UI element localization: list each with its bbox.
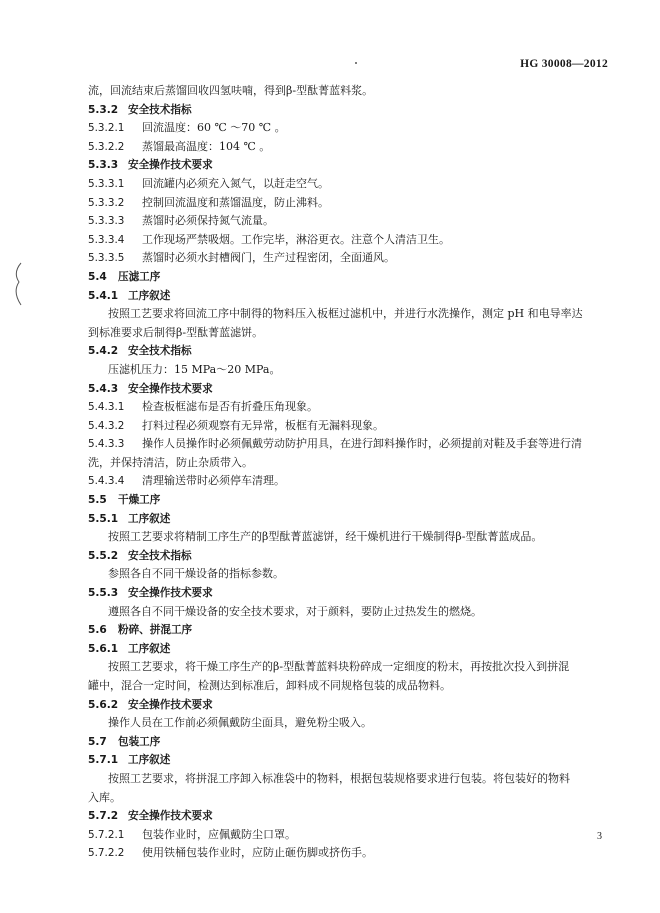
section-heading [88,101,608,120]
heading-text: 工序叙述 [128,754,171,767]
clause-text: 流，回流结束后蒸馏回收四氢呋喃，得到β-型酞菁蓝料浆。 [88,84,374,97]
clause-number: 5.3.3.5 [88,252,125,265]
heading-text: 压滤工序 [118,270,161,283]
clause-number: 5.3.3 [88,159,119,172]
heading-text: 安全操作技术要求 [128,698,213,711]
clause-number: 5.4 [88,270,107,283]
section-heading [88,156,608,175]
text-line [88,528,608,547]
section-heading [88,547,608,566]
clause-text: 蒸馏时必须水封槽阀门，生产过程密闭，全面通风。 [142,251,395,265]
text-line [88,826,608,845]
clause-number: 5.4.3.1 [88,401,125,414]
clause-number: 5.7.2.2 [88,847,125,860]
clause-text: 压滤机压力：15 MPa～20 MPa。 [108,362,281,376]
clause-text: 按照工艺要求，将干燥工序生产的β-型酞菁蓝料块粉碎成一定细度的粉末，再按批次投入到拼混 [108,660,570,674]
heading-text: 安全技术指标 [128,345,192,358]
text-line [88,770,608,789]
text-line [88,789,608,808]
clause-number: 5.4.3.4 [88,475,125,488]
clause-number: 5.6.2 [88,698,119,711]
heading-text: 工序叙述 [128,642,171,655]
text-line [88,714,608,733]
clause-text: 罐中，混合一定时间，检测达到标准后，卸料成不同规格包装的成品物料。 [88,679,451,692]
clause-number: 5.5 [88,494,107,507]
text-line [88,194,608,213]
clause-text: 检查板框滤布是否有折叠压角现象。 [142,400,318,414]
heading-text: 粉碎、拼混工序 [118,624,193,637]
clause-number: 5.3.3.4 [88,233,125,246]
text-line [88,658,608,677]
clause-text: 工作现场严禁吸烟。工作完毕，淋浴更衣。注意个人清洁卫生。 [142,232,450,246]
clause-number: 5.4.3 [88,382,119,395]
clause-number: 5.3.2.1 [88,122,125,135]
clause-text: 到标准要求后制得β-型酞菁蓝滤饼。 [88,325,264,339]
clause-number: 5.4.3.3 [88,438,125,451]
text-line [88,324,608,343]
clause-text: 蒸馏时必须保持氮气流量。 [142,214,274,228]
page-number: 3 [597,831,602,842]
clause-number: 5.4.1 [88,289,119,302]
clause-number: 5.4.2 [88,345,119,358]
text-line [88,417,608,436]
clause-text: 按照工艺要求将精制工序生产的β型酞菁蓝滤饼，经干燥机进行干燥制得β-型酞菁蓝成品。 [108,530,543,544]
text-line [88,231,608,250]
clause-text: 按照工艺要求将回流工序中制得的物料压入板框过滤机中，并进行水洗操作，测定 pH 和电导率达 [108,307,583,321]
text-line [88,175,608,194]
text-line [88,454,608,473]
clause-text: 清理输送带时必须停车清理。 [142,474,285,488]
clause-number: 5.4.3.2 [88,419,125,432]
clause-text: 参照各自不同干燥设备的指标参数。 [108,567,284,581]
heading-text: 安全操作技术要求 [128,587,213,600]
clause-text: 回流温度：60 ℃ ～70 ℃ 。 [142,121,286,135]
section-heading [88,807,608,826]
text-line [88,844,608,863]
heading-text: 包装工序 [118,735,161,748]
heading-text: 工序叙述 [128,512,171,525]
document-body [88,82,608,863]
section-heading [88,510,608,529]
clause-number: 5.7.1 [88,754,119,767]
text-line [88,305,608,324]
clause-number: 5.5.3 [88,587,119,600]
clause-number: 5.5.1 [88,512,119,525]
standard-code: HG 30008—2012 [520,58,608,70]
heading-text: 干燥工序 [118,494,161,507]
section-heading [88,621,608,640]
clause-number: 5.7.2 [88,810,119,823]
clause-number: 5.7.2.1 [88,828,125,841]
text-line [88,565,608,584]
section-heading [88,751,608,770]
text-line [88,212,608,231]
heading-text: 安全技术指标 [128,103,192,116]
text-line [88,603,608,622]
clause-text: 遵照各自不同干燥设备的安全技术要求，对于颜料，要防止过热发生的燃烧。 [108,604,482,618]
heading-text: 工序叙述 [128,289,171,302]
clause-number: 5.7 [88,735,107,748]
section-heading [88,584,608,603]
text-line [88,472,608,491]
clause-number: 5.3.3.2 [88,196,125,209]
section-heading [88,491,608,510]
clause-text: 包装作业时，应佩戴防尘口罩。 [142,827,296,841]
clause-number: 5.6.1 [88,642,119,655]
clause-text: 打料过程必须观察有无异常，板框有无漏料现象。 [142,418,384,432]
section-heading [88,268,608,287]
clause-text: 控制回流温度和蒸馏温度，防止沸料。 [142,195,329,209]
clause-text: 操作人员操作时必须佩戴劳动防护用具，在进行卸料操作时，必须提前对鞋及手套等进行清 [142,437,582,451]
heading-text: 安全操作技术要求 [128,810,213,823]
heading-text: 安全操作技术要求 [128,159,213,172]
heading-text: 安全操作技术要求 [128,382,213,395]
binding-bracket-mark [12,262,24,306]
text-line [88,82,608,101]
text-line [88,361,608,380]
heading-text: 安全技术指标 [128,549,192,562]
clause-number: 5.3.2 [88,103,119,116]
clause-text: 操作人员在工作前必须佩戴防尘面具，避免粉尘吸入。 [108,716,372,730]
clause-text: 入库。 [88,790,121,804]
section-heading [88,733,608,752]
text-line [88,249,608,268]
section-heading [88,380,608,399]
clause-text: 使用铁桶包装作业时，应防止砸伤脚或挤伤手。 [142,846,373,860]
section-heading [88,696,608,715]
clause-number: 5.3.3.1 [88,177,125,190]
clause-number: 5.3.2.2 [88,140,125,153]
clause-number: 5.3.3.3 [88,215,125,228]
clause-text: 洗，并保持清洁，防止杂质带入。 [88,455,253,469]
section-heading [88,342,608,361]
scan-dot [355,62,357,64]
text-line [88,398,608,417]
clause-text: 蒸馏最高温度：104 ℃ 。 [142,139,271,153]
text-line [88,677,608,696]
text-line [88,435,608,454]
section-heading [88,640,608,659]
clause-text: 按照工艺要求，将拼混工序卸入标准袋中的物料，根据包装规格要求进行包装。将包装好的物料 [108,771,570,785]
section-heading [88,287,608,306]
clause-number: 5.5.2 [88,549,119,562]
text-line [88,138,608,157]
clause-number: 5.6 [88,624,107,637]
text-line [88,119,608,138]
clause-text: 回流罐内必须充入氮气，以赶走空气。 [142,176,329,190]
